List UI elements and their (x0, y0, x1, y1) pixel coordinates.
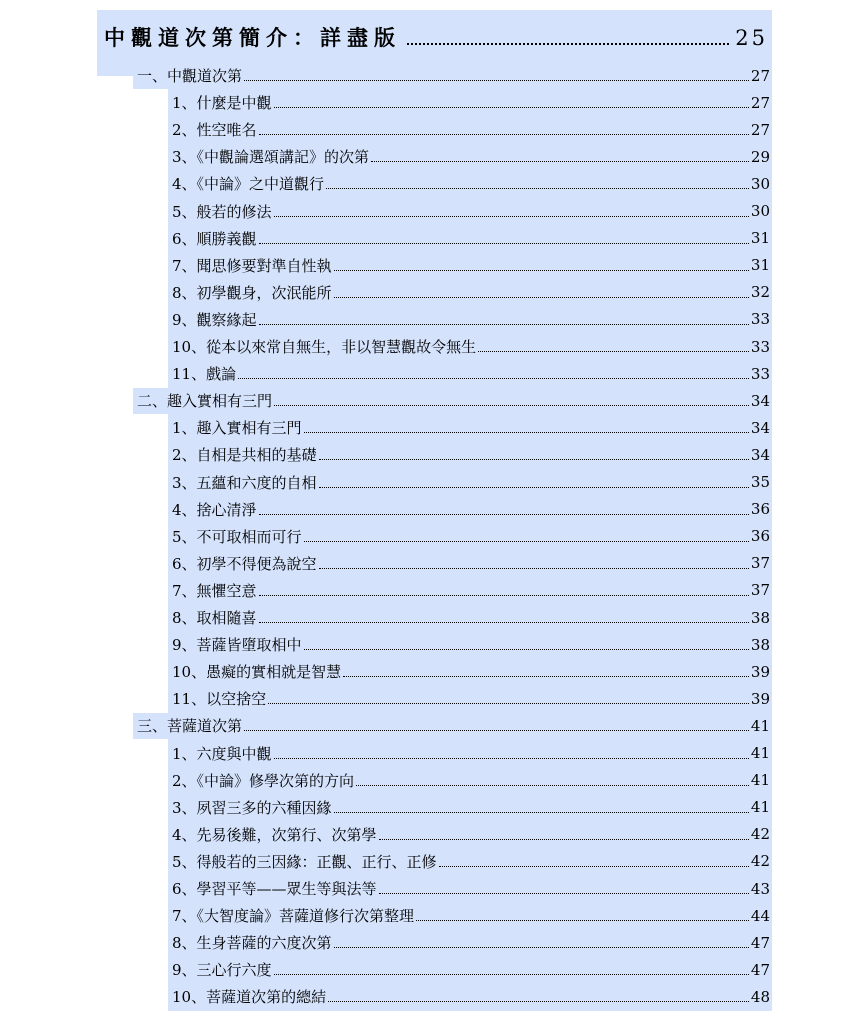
toc-item-entry-label: 1、什麼是中觀 (172, 94, 272, 113)
dot-leader (371, 161, 749, 162)
toc-item-entry[interactable] (168, 144, 772, 169)
toc-item-entry-label: 11、戲論 (172, 365, 237, 384)
toc-item-entry-label: 9、三心行六度 (172, 961, 272, 980)
toc-item-entry[interactable] (168, 307, 772, 332)
toc-item-entry-page: 33 (750, 310, 770, 329)
toc-item-entry[interactable] (168, 524, 772, 549)
toc-item-entry[interactable] (168, 768, 772, 793)
toc-item-entry-page: 47 (750, 933, 770, 952)
toc-item-entry-label: 11、以空捨空 (172, 690, 267, 709)
toc-item-entry-label: 6、順勝義觀 (172, 229, 257, 248)
toc-section-entry-label: 一、中觀道次第 (137, 67, 243, 85)
toc-section-entry[interactable] (133, 388, 772, 413)
dot-leader (319, 459, 749, 460)
title-highlight-tab (97, 63, 133, 76)
toc-item-entry[interactable] (168, 415, 772, 440)
dot-leader (274, 107, 749, 108)
toc-item-entry-label: 2、性空唯名 (172, 121, 257, 140)
toc-item-entry-label: 1、趣入實相有三門 (172, 419, 302, 438)
toc-item-entry-page: 30 (750, 202, 770, 220)
toc-section-entry[interactable] (133, 63, 772, 88)
toc-item-entry-label: 10、菩薩道次第的總結 (172, 988, 327, 1007)
dot-leader (259, 324, 749, 325)
toc-item-entry[interactable] (168, 497, 772, 522)
toc-item-entry-label: 8、生身菩薩的六度次第 (172, 934, 332, 953)
toc-section-entry-page: 34 (750, 391, 770, 410)
toc-item-entry-label: 7、《大智度論》菩薩道修行次第整理 (172, 907, 415, 926)
toc-item-entry[interactable] (168, 199, 772, 224)
toc-item-entry-page: 33 (750, 337, 770, 356)
dot-leader (319, 568, 749, 569)
toc-item-entry-page: 47 (750, 960, 770, 979)
toc-item-entry-page: 37 (750, 554, 770, 573)
toc-item-entry-page: 30 (750, 174, 770, 193)
toc-item-entry-label: 2、《中論》修學次第的方向 (172, 771, 355, 790)
toc-item-entry[interactable] (168, 226, 772, 251)
toc-item-entry-label: 10、從本以來常自無生，非以智慧觀故令無生 (172, 338, 477, 356)
toc-item-entry-label: 1、六度與中觀 (172, 744, 272, 763)
toc-item-entry-page: 37 (750, 581, 770, 600)
toc-item-entry[interactable] (168, 280, 772, 305)
dot-leader (356, 785, 749, 786)
dot-leader (274, 758, 749, 759)
dot-leader (268, 703, 749, 704)
toc-section-entry-label: 二、趣入實相有三門 (137, 392, 273, 411)
toc-title-page: 25 (735, 26, 768, 50)
dot-leader (407, 43, 729, 45)
toc-item-entry[interactable] (168, 741, 772, 766)
toc-item-entry-page: 44 (750, 906, 770, 925)
toc-item-entry-label: 6、初學不得便為說空 (172, 554, 317, 573)
dot-leader (379, 839, 749, 840)
dot-leader (274, 974, 749, 975)
toc-item-entry-page: 41 (750, 771, 770, 790)
toc-item-entry[interactable] (168, 470, 772, 495)
toc-title-text: 中觀道次第簡介：詳盡版 (104, 25, 401, 50)
toc-item-entry-page: 36 (750, 500, 770, 519)
toc-item-entry[interactable] (168, 578, 772, 603)
toc-item-entry[interactable] (168, 984, 772, 1009)
dot-leader (379, 893, 749, 894)
toc-item-entry[interactable] (168, 849, 772, 874)
toc-item-entry-label: 2、自相是共相的基礎 (172, 446, 317, 465)
toc-item-entry-page: 38 (750, 608, 770, 627)
toc-item-entry-page: 31 (750, 256, 770, 275)
toc-item-entry[interactable] (168, 822, 772, 847)
toc-item-entry[interactable] (168, 659, 772, 684)
dot-leader (334, 297, 749, 298)
toc-item-entry-label: 4、先易後難，次第行、次第學 (172, 825, 377, 844)
toc-section-entry[interactable] (133, 713, 772, 738)
toc-item-entry-page: 32 (750, 283, 770, 302)
toc-section-entry-page: 41 (750, 716, 770, 735)
toc-item-entry[interactable] (168, 795, 772, 820)
toc-item-entry-page: 38 (750, 635, 770, 654)
toc-item-entry-page: 42 (750, 852, 770, 871)
toc-item-entry[interactable] (168, 876, 772, 901)
toc-item-entry-label: 7、無懼空意 (172, 581, 257, 600)
dot-leader (416, 920, 749, 921)
toc-item-entry[interactable] (168, 171, 772, 196)
dot-leader (328, 1001, 749, 1002)
dot-leader (304, 541, 749, 542)
toc-item-entry-page: 39 (750, 662, 770, 681)
toc-item-entry-page: 36 (750, 527, 770, 546)
dot-leader (334, 270, 749, 271)
toc-item-entry-label: 6、學習平等——眾生等與法等 (172, 880, 377, 898)
toc-item-entry-page: 33 (750, 364, 770, 383)
dot-leader (259, 514, 749, 515)
toc-item-entry-label: 8、取相隨喜 (172, 609, 257, 627)
toc-item-entry-page: 41 (750, 798, 770, 817)
toc-item-entry-page: 39 (750, 689, 770, 708)
toc-item-entry-label: 5、得般若的三因緣：正觀、正行、正修 (172, 852, 437, 871)
toc-item-entry[interactable] (168, 90, 772, 115)
dot-leader (259, 622, 749, 623)
toc-item-entry-label: 7、聞思修要對準自性執 (172, 256, 332, 275)
toc-item-entry[interactable] (168, 253, 772, 278)
toc-item-entry-label: 9、觀察緣起 (172, 310, 257, 329)
toc-item-entry-label: 4、《中論》之中道觀行 (172, 175, 325, 194)
toc-item-entry[interactable] (168, 442, 772, 467)
toc-item-entry[interactable] (168, 957, 772, 982)
toc-item-entry[interactable] (168, 334, 772, 359)
toc-item-entry-label: 4、捨心清淨 (172, 500, 257, 519)
dot-leader (478, 351, 749, 352)
toc-section-entry-page: 27 (750, 66, 770, 85)
toc-item-entry-label: 3、《中觀論選頌講記》的次第 (172, 148, 370, 167)
toc-item-entry-label: 3、五蘊和六度的自相 (172, 473, 317, 492)
toc-item-entry[interactable] (168, 551, 772, 576)
toc-item-entry-label: 8、初學觀身，次泯能所 (172, 283, 332, 302)
toc-item-entry[interactable] (168, 903, 772, 928)
toc-item-entry[interactable] (168, 686, 772, 711)
dot-leader (244, 80, 749, 81)
dot-leader (304, 432, 749, 433)
toc-item-entry-label: 3、夙習三多的六種因緣 (172, 798, 332, 817)
toc-item-entry-page: 43 (750, 879, 770, 898)
dot-leader (319, 487, 749, 488)
dot-leader (259, 134, 749, 135)
dot-leader (259, 243, 749, 244)
toc-item-entry-page: 34 (750, 445, 770, 464)
toc-title-entry[interactable] (104, 22, 768, 52)
toc-item-entry-page: 27 (750, 93, 770, 112)
toc-item-entry-label: 5、般若的修法 (172, 202, 272, 221)
toc-item-entry[interactable] (168, 632, 772, 657)
dot-leader (238, 378, 749, 379)
toc-item-entry-page: 34 (750, 418, 770, 437)
toc-item-entry-page: 41 (750, 744, 770, 762)
toc-section-entry-label: 三、菩薩道次第 (137, 717, 243, 736)
toc-item-entry-label: 9、菩薩皆墮取相中 (172, 636, 302, 655)
dot-leader (274, 216, 749, 217)
dot-leader (439, 866, 749, 867)
toc-item-entry-page: 31 (750, 229, 770, 248)
dot-leader (259, 595, 749, 596)
dot-leader (334, 812, 749, 813)
toc-item-entry-label: 5、不可取相而可行 (172, 527, 302, 546)
toc-item-entry-page: 48 (750, 987, 770, 1006)
toc-item-entry-page: 35 (750, 473, 770, 491)
toc-item-entry-page: 27 (750, 120, 770, 139)
dot-leader (334, 947, 749, 948)
dot-leader (343, 676, 749, 677)
dot-leader (244, 730, 749, 731)
toc-item-entry-page: 42 (750, 825, 770, 844)
dot-leader (304, 649, 749, 650)
toc-item-entry-label: 10、愚癡的實相就是智慧 (172, 663, 342, 682)
toc-item-entry[interactable] (168, 605, 772, 630)
toc-item-entry[interactable] (168, 930, 772, 955)
toc-item-entry[interactable] (168, 117, 772, 142)
dot-leader (274, 405, 749, 406)
toc-item-entry-page: 29 (750, 147, 770, 166)
toc-item-entry[interactable] (168, 361, 772, 386)
dot-leader (326, 188, 749, 189)
